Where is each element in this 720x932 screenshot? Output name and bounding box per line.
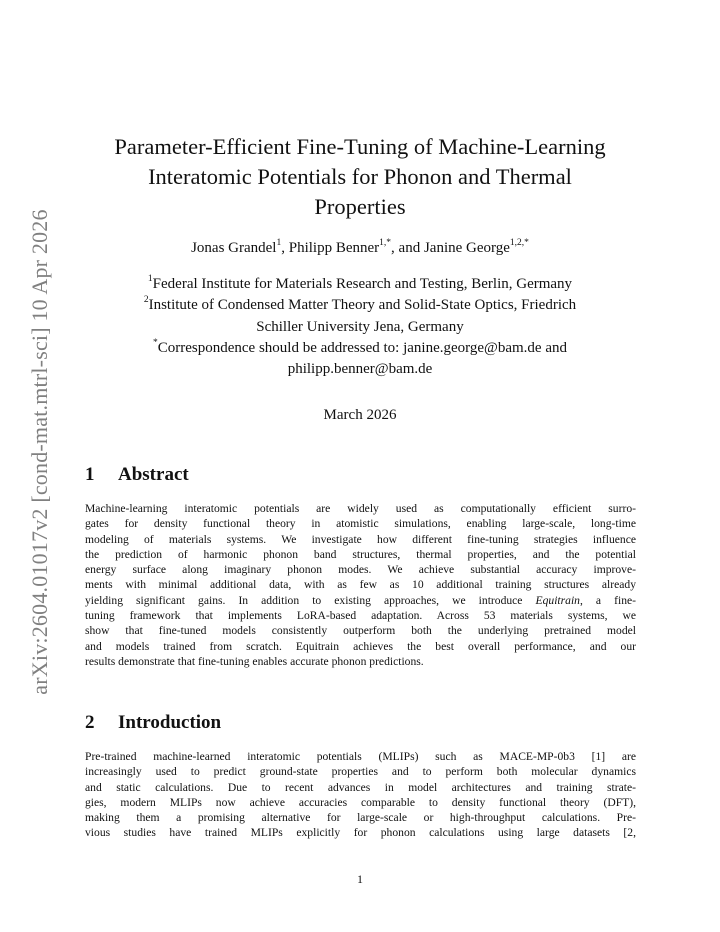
text-line: Pre-trained machine-learned interatomic potentials (MLIPs) such as MACE-MP-0b3 [1] are [85, 750, 636, 763]
text-line: results demonstrate that fine-tuning enables accurate phonon predictions. [85, 654, 424, 668]
framework-name-equitrain: Equitrain [535, 593, 580, 607]
author-separator: , [281, 240, 289, 256]
affiliation-mark: 2 [143, 295, 149, 306]
text-line: show that fine-tuned models consistently outperform both the underlying pretrained model [85, 624, 636, 638]
author-name: Janine George [423, 240, 510, 256]
correspondence-note [80, 338, 640, 359]
text-line: and models trained from scratch. Equitrain achieves the best overall performance, and our [85, 639, 636, 653]
text-line: energy surface along imaginary phonon modes. We achieve substantial accuracy improve- [85, 563, 636, 577]
author-list [80, 238, 640, 258]
publication-date: March 2026 [323, 407, 397, 423]
text-line: Machine-learning interatomic potentials are widely used as computationally efficient surro- [85, 502, 636, 515]
affiliations [80, 274, 640, 380]
title-line-2: Interatomic Potentials for Phonon and Thermal [148, 164, 572, 189]
text-line: and static calculations. Due to recent advances in model architectures and training strate- [85, 780, 636, 794]
author-name: Jonas Grandel [191, 240, 277, 256]
affiliation-text: Federal Institute for Materials Research and Testing, Berlin, Germany [152, 276, 573, 292]
text-line: gates for density functional theory in atomistic simulations, enabling large-scale, long-time [85, 517, 636, 531]
affiliation-2-continued: Schiller University Jena, Germany [256, 318, 464, 335]
author-affiliation-mark: 1,* [379, 238, 392, 248]
section-heading-introduction [85, 712, 221, 734]
introduction-paragraph [85, 749, 636, 841]
paper-title [80, 132, 640, 222]
text-line [85, 593, 636, 608]
section-title: Introduction [118, 712, 222, 733]
section-heading-abstract [85, 464, 189, 486]
affiliation-1 [80, 274, 640, 295]
text-line-part: , a fine- [579, 593, 636, 607]
text-line: modeling of materials systems. We investigate how different fine-tuning strategies influence [85, 532, 636, 546]
text-line: increasingly used to predict ground-state properties and to perform both molecular dynamics [85, 765, 636, 779]
section-number: 2 [85, 712, 95, 733]
section-title: Abstract [118, 464, 189, 485]
page-number: 1 [357, 872, 363, 886]
text-line: gies, modern MLIPs now achieve accuracies comparable to density functional theory (DFT), [85, 795, 636, 809]
text-line: making them a promising alternative for large-scale or high-throughput calculations. Pre- [85, 811, 636, 825]
title-line-3: Properties [314, 194, 406, 219]
correspondence-email: philipp.benner@bam.de [287, 361, 433, 378]
text-line: ments with minimal additional data, with as few as 10 additional training structures already [85, 578, 636, 592]
author-separator: , and [391, 240, 424, 256]
text-line: vious studies have trained MLIPs explicitly for phonon calculations using large datasets [2, [85, 826, 636, 840]
author-affiliation-mark: 1,2,* [509, 238, 529, 248]
text-line: the prediction of harmonic phonon band structures, thermal properties, and the potential [85, 547, 636, 561]
text-line: tuning framework that implements LoRA-based adaptation. Across 53 materials systems, we [85, 609, 636, 623]
correspondence-text: Correspondence should be addressed to: janine.george@bam.de and [157, 339, 567, 356]
author-affiliation-mark: 1 [276, 238, 282, 248]
correspondence-mark: * [153, 337, 158, 348]
affiliation-text: Institute of Condensed Matter Theory and Solid-State Optics, Friedrich [148, 297, 577, 314]
section-number: 1 [85, 464, 95, 485]
abstract-paragraph [85, 501, 636, 669]
author-name: Philipp Benner [288, 240, 380, 256]
arxiv-identifier-stamp: arXiv:2604.01017v2 [cond-mat.mtrl-sci] 10 Apr 2026 [27, 209, 52, 695]
affiliation-2 [80, 295, 640, 316]
title-line-1: Parameter-Efficient Fine-Tuning of Machine-Learning [114, 134, 606, 159]
affiliation-mark: 1 [147, 274, 153, 284]
text-line-part: yielding significant gains. In addition to existing approaches, we introduce [85, 593, 536, 607]
